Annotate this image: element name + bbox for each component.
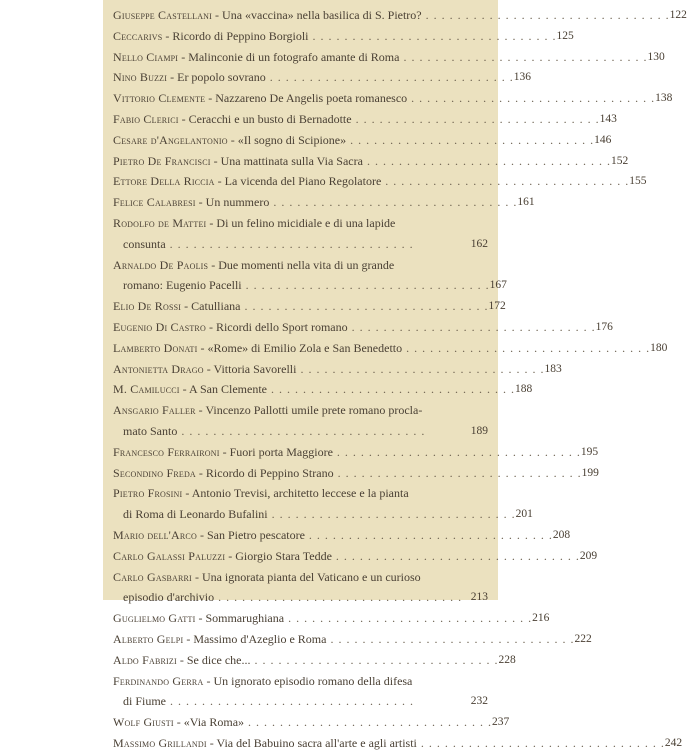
toc-entry-text <box>113 463 582 484</box>
toc-title: La vicenda del Piano Regolatore <box>224 174 382 189</box>
toc-separator <box>174 715 184 729</box>
toc-page-number: 232 <box>470 695 488 708</box>
toc-title-continued: romano: Eugenio Pacelli <box>123 278 242 293</box>
toc-entry <box>113 463 599 484</box>
toc-entry-text <box>113 483 516 525</box>
toc-page-number: 199 <box>581 466 599 479</box>
toc-title-continued: mato Santo <box>123 423 178 438</box>
toc-entry <box>113 733 683 754</box>
toc-separator <box>180 382 189 396</box>
toc-separator <box>183 632 193 646</box>
toc-entry-line <box>113 733 665 754</box>
toc-separator <box>196 195 206 209</box>
dot-leader: . . . . . . . . . . . . . . . . . . . . . . . . . . . . . . . <box>351 111 600 126</box>
toc-title: San Pietro pescatore <box>206 527 305 542</box>
toc-entry <box>113 338 668 359</box>
dot-leader: . . . . . . . . . . . . . . . . . . . . . . . . . . . . . . . <box>347 319 596 334</box>
toc-author: Nello Ciampi <box>113 49 179 64</box>
toc-separator <box>178 50 188 64</box>
toc-page-number: 237 <box>492 716 510 729</box>
table-of-contents <box>113 5 687 754</box>
toc-entry-line <box>113 67 514 88</box>
toc-author: Aldo Fabrizi <box>113 652 177 667</box>
toc-title: «Rome» di Emilio Zola e San Benedetto <box>207 340 403 355</box>
toc-separator <box>197 528 207 542</box>
toc-page-number: 213 <box>470 591 488 604</box>
toc-entry <box>113 359 562 380</box>
toc-page-number: 195 <box>580 445 599 458</box>
toc-title: «Il sogno di Scipione» <box>237 132 347 147</box>
toc-page-number: 155 <box>629 175 647 188</box>
toc-author: Nino Buzzi <box>113 70 168 85</box>
toc-entry <box>113 546 598 567</box>
toc-entry-line <box>113 26 557 47</box>
toc-title: Antonio Trevisi, architetto leccese e la pianta <box>191 486 409 501</box>
toc-page-number: 189 <box>470 424 488 437</box>
toc-author: Carlo Galassi Paluzzi <box>113 548 226 563</box>
toc-separator <box>192 570 202 584</box>
toc-title: Ceracchi e un busto di Bernadotte <box>188 111 352 126</box>
dot-leader: . . . . . . . . . . . . . . . . . . . . . . . . . . . . . . . <box>269 195 518 210</box>
toc-page-number: 143 <box>599 112 617 125</box>
toc-entry-text <box>113 192 517 213</box>
toc-author: Antonietta Drago <box>113 361 204 376</box>
toc-author: Elio De Rossi <box>113 299 182 314</box>
toc-title: Una mattinata sulla Via Sacra <box>220 153 363 168</box>
toc-entry-text <box>113 255 490 297</box>
toc-separator <box>196 403 206 417</box>
toc-title: Sommarughiana <box>205 611 285 626</box>
toc-entry-line <box>113 47 647 68</box>
toc-author: Secondino Freda <box>113 465 196 480</box>
toc-page-number: 152 <box>610 154 629 167</box>
toc-entry <box>113 67 532 88</box>
toc-author: Mario dell'Arco <box>113 527 197 542</box>
toc-page-number: 242 <box>664 736 683 749</box>
toc-page-number: 201 <box>515 508 533 521</box>
toc-title: Ricordi dello Sport romano <box>215 319 348 334</box>
toc-page-number: 183 <box>544 362 562 375</box>
toc-author: Massimo Grillandi <box>113 735 207 750</box>
dot-leader: . . . . . . . . . . . . . . . . . . . . . . . . . . . . . . . <box>165 236 414 251</box>
toc-author: Rodolfo de Mattei <box>113 215 207 230</box>
toc-entry-text <box>113 650 499 671</box>
toc-title-continued: di Roma di Leonardo Bufalini <box>123 507 268 522</box>
dot-leader: . . . . . . . . . . . . . . . . . . . . . . . . . . . . . . . <box>166 694 415 709</box>
dot-leader: . . . . . . . . . . . . . . . . . . . . . . . . . . . . . . . <box>304 527 553 542</box>
toc-entry <box>113 400 488 442</box>
toc-entry-text <box>113 109 600 130</box>
toc-entry-text <box>113 171 629 192</box>
toc-separator <box>197 341 207 355</box>
toc-entry-text <box>113 712 492 733</box>
toc-page-number: 125 <box>556 29 574 42</box>
toc-entry-text <box>113 400 462 442</box>
toc-page-number: 130 <box>647 50 665 63</box>
toc-title: Se dice che... <box>186 652 251 667</box>
toc-page-number: 122 <box>669 9 687 21</box>
dot-leader: . . . . . . . . . . . . . . . . . . . . . . . . . . . . . . . <box>416 735 665 750</box>
toc-entry <box>113 171 647 192</box>
toc-page-number: 188 <box>514 383 533 396</box>
toc-author: Guglielmo Gatti <box>113 611 196 626</box>
dot-leader: . . . . . . . . . . . . . . . . . . . . . . . . . . . . . . . <box>381 174 630 189</box>
toc-entry <box>113 525 571 546</box>
toc-entry <box>113 26 574 47</box>
toc-entry-line <box>113 5 670 26</box>
toc-separator <box>220 445 230 459</box>
toc-page-number: 136 <box>513 71 532 84</box>
toc-entry <box>113 567 488 609</box>
toc-entry-text <box>113 546 580 567</box>
toc-entry-line <box>113 504 516 525</box>
toc-entry-text <box>113 733 665 754</box>
toc-page-number: 161 <box>517 196 535 209</box>
dot-leader: . . . . . . . . . . . . . . . . . . . . . . . . . . . . . . . <box>177 423 426 438</box>
dot-leader: . . . . . . . . . . . . . . . . . . . . . . . . . . . . . . . <box>267 507 516 522</box>
toc-author: M. Camilucci <box>113 382 180 397</box>
toc-entry-line <box>113 255 490 276</box>
toc-entry-text <box>113 130 594 151</box>
toc-author: Wolf Giusti <box>113 715 174 730</box>
toc-page-number: 180 <box>650 341 668 354</box>
book-page <box>103 0 687 750</box>
toc-title: Nazzareno De Angelis poeta romanesco <box>215 91 408 106</box>
dot-leader: . . . . . . . . . . . . . . . . . . . . . . . . . . . . . . . <box>214 590 463 605</box>
toc-entry <box>113 151 629 172</box>
toc-entry-text <box>113 338 650 359</box>
toc-title: Una ignorata pianta del Vaticano e un curioso <box>201 569 421 584</box>
toc-title: «Via Roma» <box>183 715 245 730</box>
toc-entry-line <box>113 421 462 442</box>
dot-leader: . . . . . . . . . . . . . . . . . . . . . . . . . . . . . . . <box>407 91 656 106</box>
toc-author: Pietro De Francisci <box>113 153 211 168</box>
dot-leader: . . . . . . . . . . . . . . . . . . . . . . . . . . . . . . . <box>346 132 595 147</box>
dot-leader: . . . . . . . . . . . . . . . . . . . . . . . . . . . . . . . <box>240 299 489 314</box>
toc-entry-line <box>113 213 462 234</box>
toc-title: Vittoria Savorelli <box>213 361 297 376</box>
toc-entry-line <box>113 296 488 317</box>
toc-author: Carlo Gasbarri <box>113 569 192 584</box>
toc-title: Vincenzo Pallotti umile prete romano procla- <box>205 403 423 418</box>
toc-title: Fuori porta Maggiore <box>229 444 333 459</box>
toc-entry <box>113 255 507 297</box>
dot-leader: . . . . . . . . . . . . . . . . . . . . . . . . . . . . . . . <box>399 49 648 64</box>
toc-entry-line <box>113 317 596 338</box>
dot-leader: . . . . . . . . . . . . . . . . . . . . . . . . . . . . . . . <box>402 340 651 355</box>
toc-entry-line <box>113 171 629 192</box>
toc-title: Di un felino micidiale e di una lapide <box>216 215 396 230</box>
toc-separator <box>204 362 214 376</box>
toc-entry <box>113 88 673 109</box>
toc-author: Giuseppe Castellani <box>113 8 213 22</box>
toc-title: Ricordo di Peppino Borgioli <box>172 28 309 43</box>
toc-entry-line <box>113 109 600 130</box>
toc-entry-line <box>113 691 462 712</box>
toc-author: Eugenio Di Castro <box>113 319 206 334</box>
toc-title: Una «vaccina» nella basilica di S. Pietro? <box>222 8 422 22</box>
toc-page-number: 222 <box>574 632 592 645</box>
toc-entry-text <box>113 296 488 317</box>
toc-entry <box>113 379 533 400</box>
toc-entry-line <box>113 525 553 546</box>
toc-entry-line <box>113 629 574 650</box>
toc-separator <box>162 29 172 43</box>
toc-entry-line <box>113 400 462 421</box>
toc-page-number: 209 <box>579 549 598 562</box>
toc-entry <box>113 213 488 255</box>
toc-entry-text <box>113 525 553 546</box>
toc-entry-text <box>113 567 462 609</box>
toc-title: Ricordo di Peppino Strano <box>205 465 334 480</box>
toc-entry-line <box>113 234 462 255</box>
toc-author: Ansgario Faller <box>113 403 196 418</box>
toc-page-number: 167 <box>489 279 507 292</box>
toc-entry-text <box>113 67 514 88</box>
toc-author: Felice Calabresi <box>113 195 196 210</box>
toc-title: Un ignorato episodio romano della difesa <box>213 673 413 688</box>
toc-entry-text <box>113 26 557 47</box>
toc-page-number: 228 <box>498 653 516 666</box>
dot-leader: . . . . . . . . . . . . . . . . . . . . . . . . . . . . . . . <box>333 465 582 480</box>
toc-entry-line <box>113 192 517 213</box>
dot-leader: . . . . . . . . . . . . . . . . . . . . . . . . . . . . . . . <box>326 631 575 646</box>
dot-leader: . . . . . . . . . . . . . . . . . . . . . . . . . . . . . . . <box>296 361 545 376</box>
toc-separator <box>215 174 225 188</box>
toc-author: Cesare d'Angelantonio <box>113 132 228 147</box>
toc-entry-line <box>113 463 582 484</box>
toc-title: Malinconie di un fotografo amante di Roma <box>188 49 400 64</box>
toc-separator <box>212 8 222 22</box>
toc-author: Arnaldo De Paolis <box>113 257 209 272</box>
toc-title: Giorgio Stara Tedde <box>235 548 332 563</box>
toc-entry-text <box>113 151 611 172</box>
toc-entry <box>113 47 665 68</box>
toc-entry-line <box>113 712 492 733</box>
toc-title: Catulliana <box>191 299 241 314</box>
toc-entry-line <box>113 130 594 151</box>
toc-page-number: 176 <box>595 320 613 333</box>
toc-entry <box>113 317 613 338</box>
toc-entry-line <box>113 151 611 172</box>
toc-author: Lamberto Donati <box>113 340 198 355</box>
toc-entry-text <box>113 47 647 68</box>
toc-separator <box>207 736 217 750</box>
toc-separator <box>206 320 216 334</box>
toc-author: Vittorio Clemente <box>113 91 206 106</box>
toc-page-number: 146 <box>594 133 612 146</box>
toc-separator <box>195 611 205 625</box>
toc-entry-text <box>113 5 670 26</box>
toc-title: A San Clemente <box>188 382 267 397</box>
toc-page-number: 208 <box>552 528 571 541</box>
toc-title: Er popolo sovrano <box>177 70 266 85</box>
toc-separator <box>177 653 187 667</box>
toc-title: Due momenti nella vita di un grande <box>218 257 395 272</box>
toc-title-continued: consunta <box>123 236 166 251</box>
toc-separator <box>208 258 218 272</box>
dot-leader: . . . . . . . . . . . . . . . . . . . . . . . . . . . . . . . <box>241 278 490 293</box>
toc-entry-line <box>113 650 499 671</box>
toc-title: Via del Babuino sacra all'arte e agli artisti <box>216 735 417 750</box>
toc-separator <box>225 549 235 563</box>
toc-entry-text <box>113 671 462 713</box>
toc-entry-line <box>113 442 581 463</box>
toc-entry-line <box>113 608 532 629</box>
toc-author: Ferdinando Gerra <box>113 673 204 688</box>
toc-separator <box>228 133 238 147</box>
dot-leader: . . . . . . . . . . . . . . . . . . . . . . . . . . . . . . . <box>421 8 670 22</box>
toc-entry-line <box>113 587 462 608</box>
toc-separator <box>196 466 206 480</box>
toc-entry <box>113 608 550 629</box>
dot-leader: . . . . . . . . . . . . . . . . . . . . . . . . . . . . . . . <box>244 715 493 730</box>
toc-page-number: 216 <box>532 612 550 625</box>
toc-entry <box>113 442 599 463</box>
toc-title-continued: di Fiume <box>123 694 167 709</box>
toc-entry-text <box>113 359 544 380</box>
dot-leader: . . . . . . . . . . . . . . . . . . . . . . . . . . . . . . . <box>284 611 533 626</box>
toc-separator <box>211 154 221 168</box>
toc-author: Ettore Della Riccia <box>113 174 215 189</box>
dot-leader: . . . . . . . . . . . . . . . . . . . . . . . . . . . . . . . <box>331 548 580 563</box>
toc-separator <box>205 91 215 105</box>
toc-entry-text <box>113 88 655 109</box>
toc-entry <box>113 712 510 733</box>
toc-entry <box>113 629 592 650</box>
toc-entry-line <box>113 483 516 504</box>
toc-entry-text <box>113 608 532 629</box>
toc-entry <box>113 109 617 130</box>
toc-entry-text <box>113 442 581 463</box>
toc-entry <box>113 671 488 713</box>
dot-leader: . . . . . . . . . . . . . . . . . . . . . . . . . . . . . . . <box>308 28 557 43</box>
toc-separator <box>181 299 191 313</box>
toc-author: Francesco Ferraironi <box>113 444 220 459</box>
toc-entry-line <box>113 359 544 380</box>
toc-title: Massimo d'Azeglio e Roma <box>193 631 327 646</box>
toc-author: Pietro Frosini <box>113 486 183 501</box>
toc-entry-line <box>113 671 462 692</box>
toc-page-number: 162 <box>470 237 488 250</box>
toc-entry-line <box>113 88 655 109</box>
toc-title-continued: episodio d'archivio <box>123 590 215 605</box>
toc-entry-text <box>113 213 462 255</box>
toc-entry-text <box>113 379 515 400</box>
toc-entry <box>113 130 612 151</box>
toc-entry <box>113 650 516 671</box>
toc-author: Alberto Gelpi <box>113 631 184 646</box>
toc-entry-line <box>113 379 515 400</box>
toc-entry-text <box>113 629 574 650</box>
toc-separator <box>203 674 213 688</box>
toc-entry-text <box>113 317 596 338</box>
toc-author: Fabio Clerici <box>113 111 179 126</box>
toc-entry-line <box>113 275 490 296</box>
toc-separator <box>167 70 177 84</box>
toc-entry-line <box>113 567 462 588</box>
toc-page-number: 138 <box>655 92 673 105</box>
toc-separator <box>206 216 216 230</box>
toc-entry <box>113 5 687 26</box>
toc-entry <box>113 483 533 525</box>
toc-entry <box>113 192 535 213</box>
dot-leader: . . . . . . . . . . . . . . . . . . . . . . . . . . . . . . . <box>362 153 611 168</box>
toc-entry-line <box>113 546 580 567</box>
dot-leader: . . . . . . . . . . . . . . . . . . . . . . . . . . . . . . . <box>250 652 499 667</box>
dot-leader: . . . . . . . . . . . . . . . . . . . . . . . . . . . . . . . <box>265 70 514 85</box>
dot-leader: . . . . . . . . . . . . . . . . . . . . . . . . . . . . . . . <box>266 382 515 397</box>
dot-leader: . . . . . . . . . . . . . . . . . . . . . . . . . . . . . . . <box>332 444 581 459</box>
toc-separator <box>179 112 189 126</box>
toc-page-number: 172 <box>488 300 506 313</box>
toc-title: Un nummero <box>205 195 270 210</box>
toc-entry <box>113 296 506 317</box>
toc-separator <box>182 486 191 500</box>
toc-author: Ceccarivs <box>113 28 163 43</box>
toc-entry-line <box>113 338 650 359</box>
